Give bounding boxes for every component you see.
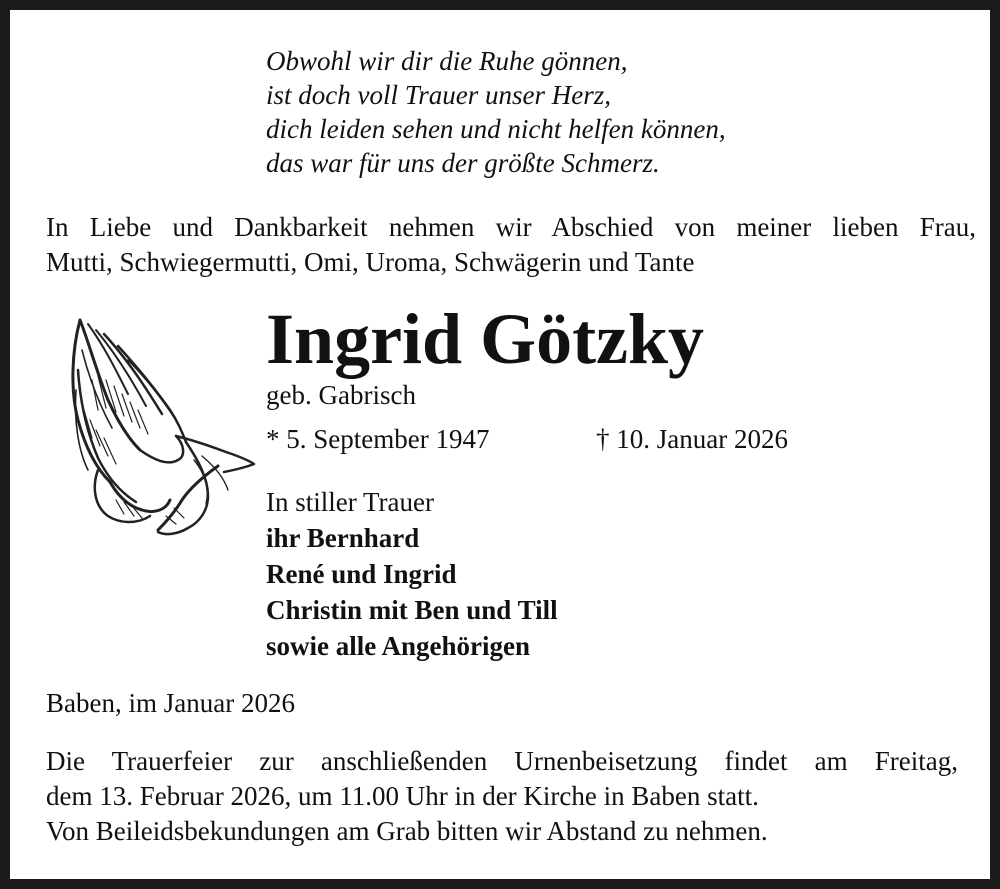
maiden-name: geb. Gabrisch (266, 380, 416, 410)
funeral-line: Die Trauerfeier zur anschließenden Urnenbeisetzung findet am Freitag, (46, 746, 958, 776)
poem-line: das war für uns der größte Schmerz. (266, 148, 660, 178)
place-date: Baben, im Januar 2026 (46, 688, 295, 718)
intro-line: In Liebe und Dankbarkeit nehmen wir Abschied von meiner lieben Frau, (46, 212, 976, 242)
mourner-name: sowie alle Angehörigen (266, 631, 530, 661)
funeral-line: Von Beileidsbekundungen am Grab bitten wir Abstand zu nehmen. (46, 816, 768, 846)
intro-line: Mutti, Schwiegermutti, Omi, Uroma, Schwägerin und Tante (46, 247, 695, 277)
intro-text (46, 210, 976, 280)
birth-date: * 5. September 1947 (266, 424, 490, 454)
mourners-heading: In stiller Trauer (266, 487, 434, 517)
mourner-name: Christin mit Ben und Till (266, 595, 558, 625)
poem-line: dich leiden sehen und nicht helfen können, (266, 114, 726, 144)
deceased-name: Ingrid Götzky (266, 299, 705, 379)
mourners-block (266, 484, 558, 664)
poem-line: ist doch voll Trauer unser Herz, (266, 80, 612, 110)
death-date: † 10. Januar 2026 (596, 424, 788, 454)
life-dates (266, 422, 788, 456)
poem (266, 44, 886, 180)
poem-line: Obwohl wir dir die Ruhe gönnen, (266, 46, 628, 76)
funeral-info (46, 744, 958, 849)
mourner-name: René und Ingrid (266, 559, 457, 589)
funeral-line: dem 13. Februar 2026, um 11.00 Uhr in der Kirche in Baben statt. (46, 781, 759, 811)
mourner-name: ihr Bernhard (266, 523, 420, 553)
praying-hands-icon (58, 310, 258, 542)
